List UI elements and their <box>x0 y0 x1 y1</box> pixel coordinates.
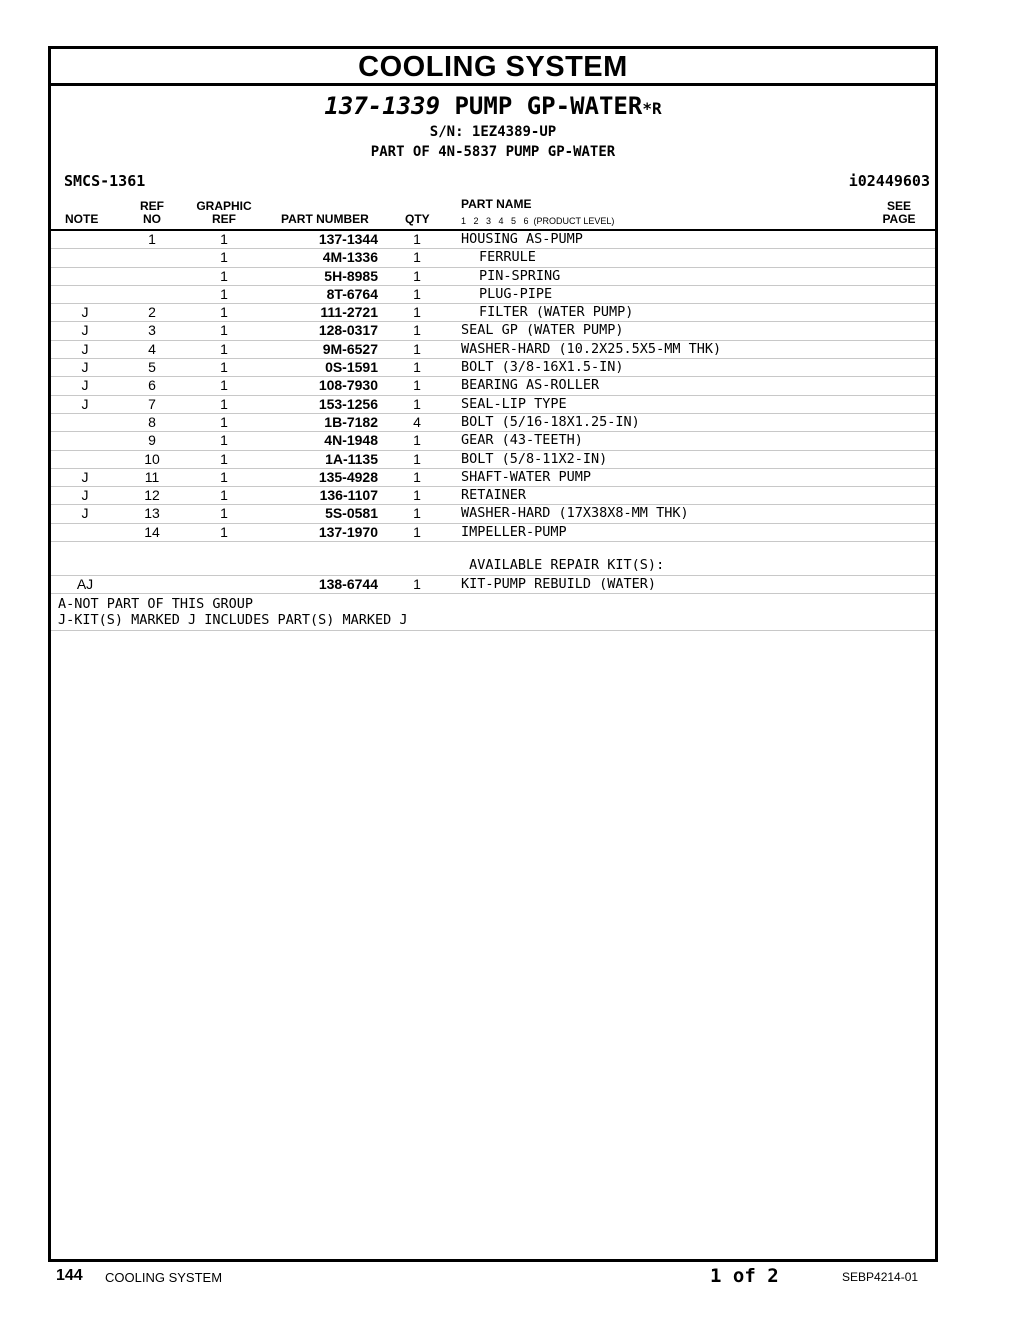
ref-no-cell: 1 <box>148 231 156 247</box>
part-of-line: PART OF 4N-5837 PUMP GP-WATER <box>370 144 616 160</box>
group-part-number: 137-1339 <box>324 92 441 120</box>
illustration-id: i02449603 <box>848 172 930 190</box>
table-row <box>51 231 935 249</box>
ref-no-cell: 7 <box>148 395 156 412</box>
qty-cell: 1 <box>413 249 421 266</box>
qty-cell: 1 <box>413 359 421 376</box>
table-row <box>51 414 935 432</box>
qty-cell: 1 <box>413 377 421 394</box>
ref-no-cell: 9 <box>148 432 156 449</box>
part-name-cell: FERRULE <box>479 249 536 266</box>
note-line: J-KIT(S) MARKED J INCLUDES PART(S) MARKED J <box>58 612 408 629</box>
kit-row <box>51 576 935 594</box>
qty-cell: 4 <box>413 413 421 430</box>
ref-no-cell: 12 <box>144 487 160 504</box>
table-row <box>51 304 935 322</box>
col-part-name-header: PART NAME <box>461 197 532 211</box>
document-id: SEBP4214-01 <box>842 1270 919 1284</box>
part-name-cell: GEAR (43-TEETH) <box>461 432 583 449</box>
table-row <box>51 396 935 414</box>
note-cell: J <box>81 304 89 321</box>
section-title: COOLING SYSTEM <box>51 49 935 86</box>
note-cell: AJ <box>76 576 94 593</box>
ref-no-cell: 6 <box>148 377 156 394</box>
part-name-cell: HOUSING AS-PUMP <box>461 231 583 247</box>
smcs-code: SMCS-1361 <box>64 172 146 190</box>
part-number-cell: 0S-1591 <box>325 359 378 376</box>
part-number-cell: 5S-0581 <box>325 505 378 522</box>
kit-heading: AVAILABLE REPAIR KIT(S): <box>461 557 665 574</box>
parts-list <box>51 231 935 631</box>
part-name-cell: BOLT (3/8-16X1.5-IN) <box>461 359 624 376</box>
part-number-cell: 135-4928 <box>318 468 378 485</box>
col-qty-header: QTY <box>405 212 430 226</box>
note-cell: J <box>81 340 89 357</box>
part-name-cell: PLUG-PIPE <box>479 285 553 302</box>
qty-cell: 1 <box>413 395 421 412</box>
qty-cell: 1 <box>413 468 421 485</box>
part-name-cell: SEAL GP (WATER PUMP) <box>461 322 624 339</box>
part-number-cell: 9M-6527 <box>322 340 378 357</box>
col-see-page-header: SEE PAGE <box>882 199 916 226</box>
table-row <box>51 286 935 304</box>
graphic-ref-cell: 1 <box>220 487 228 504</box>
qty-cell: 1 <box>413 304 421 321</box>
table-row <box>51 487 935 505</box>
graphic-ref-cell: 1 <box>220 468 228 485</box>
qty-cell: 1 <box>413 231 421 247</box>
qty-cell: 1 <box>413 523 421 540</box>
table-row <box>51 341 935 359</box>
group-part-name: PUMP GP-WATER <box>454 92 643 120</box>
page-footer <box>0 1265 1020 1289</box>
notes-block <box>51 594 935 631</box>
qty-cell: 1 <box>413 432 421 449</box>
ref-no-cell: 5 <box>148 359 156 376</box>
qty-cell: 1 <box>413 322 421 339</box>
col-ref-no-header: REF NO <box>140 199 164 226</box>
part-number-cell: 5H-8985 <box>324 267 378 284</box>
graphic-ref-cell: 1 <box>220 340 228 357</box>
table-row <box>51 249 935 267</box>
ref-no-cell: 11 <box>144 468 160 485</box>
ref-no-cell: 8 <box>148 413 156 430</box>
footer-section: COOLING SYSTEM <box>105 1270 223 1285</box>
ref-no-cell: 10 <box>144 450 160 467</box>
group-suffix: *R <box>642 99 662 118</box>
part-name-cell: FILTER (WATER PUMP) <box>479 304 634 321</box>
qty-cell: 1 <box>413 576 421 593</box>
table-row <box>51 505 935 523</box>
part-name-cell: BOLT (5/8-11X2-IN) <box>461 450 608 467</box>
note-cell: J <box>81 322 89 339</box>
table-row <box>51 524 935 542</box>
note-cell: J <box>81 487 89 504</box>
graphic-ref-cell: 1 <box>220 231 228 247</box>
graphic-ref-cell: 1 <box>220 505 228 522</box>
graphic-ref-cell: 1 <box>220 322 228 339</box>
part-name-cell: WASHER-HARD (10.2X25.5X5-MM THK) <box>461 340 722 357</box>
product-level-scale: 1 2 3 4 5 6 (PRODUCT LEVEL) <box>461 216 615 226</box>
page-of: 1 of 2 <box>710 1265 779 1287</box>
col-part-number-header: PART NUMBER <box>281 212 369 226</box>
part-number-cell: 111-2721 <box>320 304 378 321</box>
table-row <box>51 268 935 286</box>
col-note-header: NOTE <box>65 212 99 226</box>
note-cell: J <box>81 359 89 376</box>
col-graphic-ref-header: GRAPHIC REF <box>196 199 252 226</box>
parts-page-frame <box>48 46 938 1262</box>
qty-cell: 1 <box>413 285 421 302</box>
part-name-cell: RETAINER <box>461 487 527 504</box>
serial-range: S/N: 1EZ4389-UP <box>429 124 557 140</box>
note-cell: J <box>81 468 89 485</box>
group-title <box>51 92 935 120</box>
qty-cell: 1 <box>413 505 421 522</box>
table-row <box>51 432 935 450</box>
part-number-cell: 137-1344 <box>318 231 378 247</box>
table-row <box>51 359 935 377</box>
ref-no-cell: 14 <box>144 523 160 540</box>
graphic-ref-cell: 1 <box>220 377 228 394</box>
part-number-cell: 137-1970 <box>318 523 378 540</box>
note-cell: J <box>81 395 89 412</box>
ref-no-cell: 13 <box>144 505 160 522</box>
part-name-cell: KIT-PUMP REBUILD (WATER) <box>461 576 657 593</box>
ref-no-cell: 4 <box>148 340 156 357</box>
part-name-cell: BOLT (5/16-18X1.25-IN) <box>461 413 640 430</box>
part-number-cell: 4M-1336 <box>322 249 378 266</box>
ref-no-cell: 3 <box>148 322 156 339</box>
graphic-ref-cell: 1 <box>220 450 228 467</box>
graphic-ref-cell: 1 <box>220 432 228 449</box>
part-name-cell: BEARING AS-ROLLER <box>461 377 600 394</box>
part-number-cell: 136-1107 <box>319 487 378 504</box>
page-number: 144 <box>56 1267 83 1284</box>
graphic-ref-cell: 1 <box>220 285 228 302</box>
note-cell: J <box>81 377 89 394</box>
graphic-ref-cell: 1 <box>220 359 228 376</box>
part-number-cell: 153-1256 <box>318 395 378 412</box>
graphic-ref-cell: 1 <box>220 413 228 430</box>
part-number-cell: 108-7930 <box>318 377 378 394</box>
part-name-cell: PIN-SPRING <box>479 267 561 284</box>
part-number-cell: 138-6744 <box>318 576 378 593</box>
qty-cell: 1 <box>413 340 421 357</box>
table-row <box>51 469 935 487</box>
part-number-cell: 1A-1135 <box>325 450 378 467</box>
table-row <box>51 322 935 340</box>
kit-heading-row <box>51 542 935 576</box>
note-cell: J <box>81 505 89 522</box>
table-row <box>51 451 935 469</box>
part-name-cell: SHAFT-WATER PUMP <box>461 468 592 485</box>
part-name-cell: IMPELLER-PUMP <box>461 523 567 540</box>
part-number-cell: 4N-1948 <box>324 432 378 449</box>
part-name-cell: SEAL-LIP TYPE <box>461 395 567 412</box>
graphic-ref-cell: 1 <box>220 267 228 284</box>
qty-cell: 1 <box>413 487 421 504</box>
note-line: A-NOT PART OF THIS GROUP <box>58 596 254 613</box>
ref-no-cell: 2 <box>148 304 156 321</box>
graphic-ref-cell: 1 <box>220 249 228 266</box>
table-row <box>51 377 935 395</box>
qty-cell: 1 <box>413 450 421 467</box>
qty-cell: 1 <box>413 267 421 284</box>
group-header <box>51 86 935 629</box>
part-number-cell: 8T-6764 <box>326 285 378 302</box>
graphic-ref-cell: 1 <box>220 304 228 321</box>
part-number-cell: 128-0317 <box>318 322 378 339</box>
graphic-ref-cell: 1 <box>220 395 228 412</box>
graphic-ref-cell: 1 <box>220 523 228 540</box>
part-number-cell: 1B-7182 <box>324 413 378 430</box>
part-name-cell: WASHER-HARD (17X38X8-MM THK) <box>461 505 689 522</box>
